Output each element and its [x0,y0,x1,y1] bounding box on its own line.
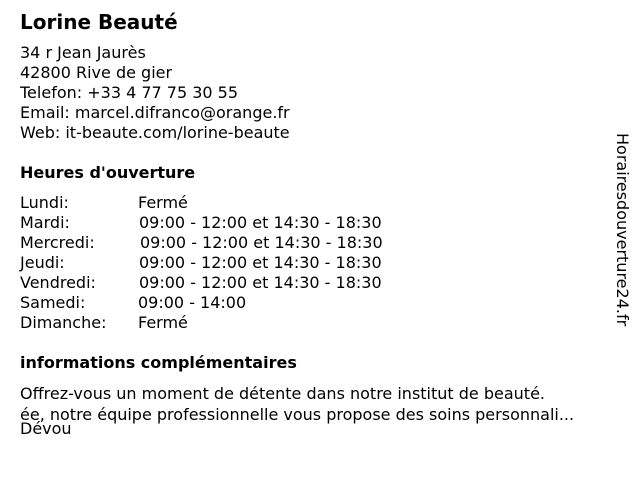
hours-day: Lundi: [20,193,69,212]
hours-row-monday [20,193,440,213]
info-text-line: Dévou [20,419,72,438]
email-address: Email: marcel.difranco@orange.fr [20,103,290,122]
hours-day: Dimanche: [20,313,107,332]
street-address: 34 r Jean Jaurès [20,43,146,62]
hours-day: Mercredi: [20,233,95,252]
hours-time: 09:00 - 12:00 et 14:30 - 18:30 [139,253,382,272]
hours-day: Samedi: [20,293,86,312]
hours-time: 09:00 - 12:00 et 14:30 - 18:30 [140,233,383,252]
business-name: Lorine Beauté [20,10,178,34]
website-address: Web: it-beaute.com/lorine-beaute [20,123,290,142]
hours-row-sunday [20,313,440,333]
hours-row-saturday [20,293,440,313]
hours-heading: Heures d'ouverture [20,163,196,182]
info-text-line: Offrez-vous un moment de détente dans notre institut de beauté. [20,384,545,403]
hours-time: Fermé [138,313,188,332]
hours-time: 09:00 - 12:00 et 14:30 - 18:30 [139,273,382,292]
phone-number: Telefon: +33 4 77 75 30 55 [20,83,239,102]
site-watermark: Horairesdouverture24.fr [613,133,632,327]
hours-time: 09:00 - 14:00 [138,293,247,312]
hours-day: Mardi: [20,213,70,232]
hours-row-wednesday [20,233,440,253]
hours-time: Fermé [138,193,188,212]
hours-row-friday [20,273,440,293]
hours-day: Jeudi: [20,253,65,272]
info-heading: informations complémentaires [20,353,297,372]
info-text-line: ée, notre équipe professionnelle vous propose des soins personnali... [20,405,575,424]
hours-row-thursday [20,253,440,273]
hours-row-tuesday [20,213,440,233]
hours-time: 09:00 - 12:00 et 14:30 - 18:30 [139,213,382,232]
hours-day: Vendredi: [20,273,96,292]
city-address: 42800 Rive de gier [20,63,173,82]
